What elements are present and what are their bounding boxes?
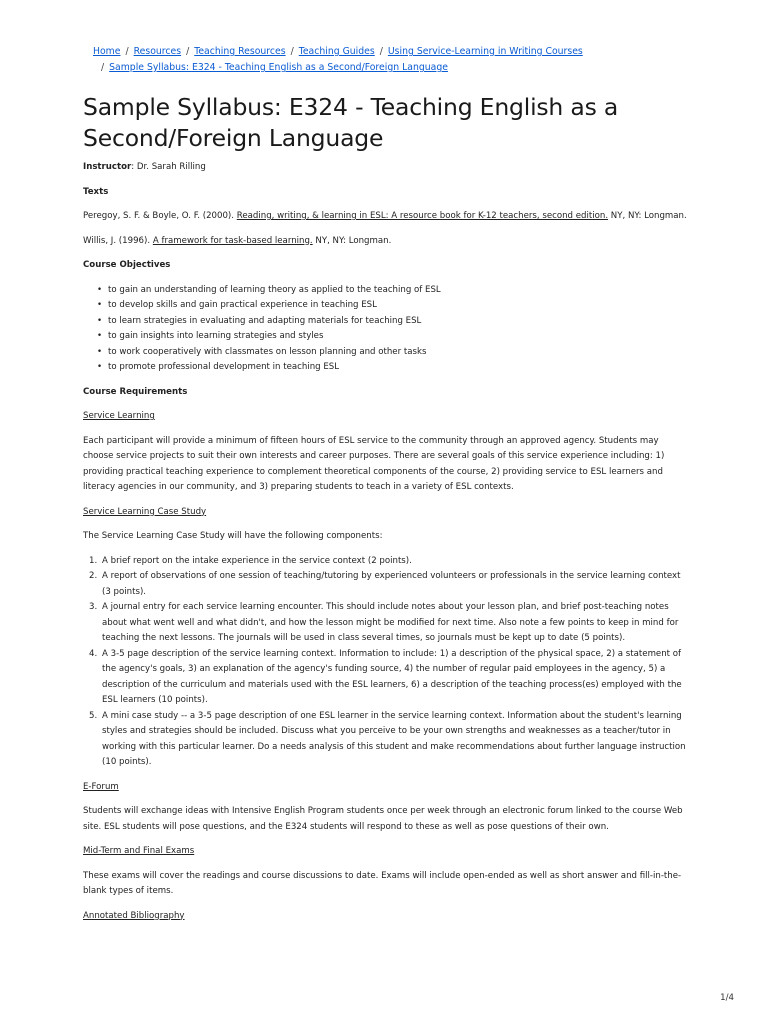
list-item: • to learn strategies in evaluating and adapting materials for teaching ESL	[97, 314, 689, 330]
bibliography-heading: Annotated Bibliography	[83, 910, 185, 921]
exams-heading: Mid-Term and Final Exams	[83, 846, 195, 856]
list-item-text: A brief report on the intake experience in the service context (2 points).	[102, 555, 412, 566]
breadcrumb-home-link[interactable]: Home	[93, 46, 121, 57]
text-reference-1	[83, 209, 689, 225]
reference-link-willis[interactable]: A framework for task-based learning.	[152, 235, 313, 246]
list-item: 5. A mini case study -- a 3-5 page description of one ESL learner in the service learning context. Information about the student's learning styles and strategies should be included. Discuss what you perceive to be your own strengths and weaknesses as a teacher/tutor in working with this particular learner. Do a needs analysis of this student and make recommendations about further language instruction (10 points).	[89, 710, 686, 767]
breadcrumb-separator: /	[125, 46, 129, 57]
reference-author: Willis, J. (1996).	[83, 235, 153, 246]
exams-body: These exams will cover the readings and course discussions to date. Exams will include open-ended as well as short answer and fill-in-the-blank types of items.	[83, 870, 682, 896]
list-item-text: A 3-5 page description of the service learning context. Information to include: 1) a description of the physical space, 2) a statement of the agency's goals, 3) an explanation of the agency's funding source, 4) the number of regular paid employees in the agency, 5) a description of the curriculum and materials used with the ESL learners, 6) a description of the teaching process(es) employed with the ESL learners (10 points).	[102, 648, 682, 705]
reference-author: Peregoy, S. F. & Boyle, O. F. (2000).	[83, 211, 237, 221]
case-study-heading: Service Learning Case Study	[83, 506, 207, 517]
list-item: • to gain an understanding of learning theory as applied to the teaching of ESL	[97, 283, 689, 299]
list-item: 1. A brief report on the intake experience in the service context (2 points).	[89, 555, 412, 566]
reference-link-peregoy[interactable]: Reading, writing, & learning in ESL: A resource book for K-12 teachers, second edition.	[236, 211, 609, 221]
list-item: • to develop skills and gain practical experience in teaching ESL	[97, 298, 689, 314]
breadcrumb-teaching-guides-link[interactable]: Teaching Guides	[298, 46, 375, 57]
list-item: 4. A 3-5 page description of the service learning context. Information to include: 1) a description of the physical space, 2) a statement of the agency's goals, 3) an explanation of the agency's funding source, 4) the number of regular paid employees in the agency, 5) a description of the curriculum and materials used with the ESL learners, 6) a description of the teaching process(es) employed with the ESL learners (10 points).	[89, 648, 682, 705]
list-item: • to work cooperatively with classmates on lesson planning and other tasks	[97, 345, 689, 361]
instructor-value: : Dr. Sarah Rilling	[131, 162, 206, 172]
instructor-line	[83, 160, 689, 176]
syllabus-content	[83, 160, 689, 933]
list-item-text: A journal entry for each service learning encounter. This should include notes about your lesson plan, and brief post-teaching notes about what went well and what didn't, and how the lesson might be modified for next time. Also note a few points to keep in mind for teaching the next lessons. The journals will be used in class several times, so journals must be kept up to date (5 points).	[102, 602, 679, 643]
objectives-heading: Course Objectives	[83, 260, 171, 270]
list-item: • to gain insights into learning strategies and styles	[97, 329, 689, 345]
list-item-text: A mini case study -- a 3-5 page description of one ESL learner in the service learning context. Information about the student's learning styles and strategies should be included. Discuss what you perceive to be your own strengths and weaknesses as a teacher/tutor in working with this particular learner. Do a needs analysis of this student and make recommendations about further language instruction (10 points).	[102, 710, 686, 767]
breadcrumb-separator: /	[379, 46, 383, 57]
service-learning-heading: Service Learning	[83, 411, 155, 421]
breadcrumb-separator: /	[186, 46, 190, 57]
list-item: 2. A report of observations of one session of teaching/tutoring by experienced volunteers or professionals in the service learning context (3 points).	[89, 571, 681, 597]
breadcrumb-teaching-resources-link[interactable]: Teaching Resources	[194, 46, 286, 57]
reference-publisher: NY, NY: Longman.	[312, 235, 392, 246]
eforum-heading: E-Forum	[83, 781, 119, 792]
page-title: Sample Syllabus: E324 - Teaching English as a Second/Foreign Language	[83, 93, 619, 152]
service-learning-body: Each participant will provide a minimum of fifteen hours of ESL service to the community through an approved agency. Students may choose service projects to suit their own interests and career purposes. There are several goals of this service experience including: 1) providing practical teaching experience to complement theoretical components of the course, 2) providing service to ESL learners and literacy agencies in our community, and 3) preparing students to teach in a variety of ESL contexts.	[83, 435, 665, 492]
breadcrumb	[93, 44, 693, 76]
breadcrumb-resources-link[interactable]: Resources	[133, 46, 182, 57]
breadcrumb-separator: /	[290, 46, 294, 57]
list-item: 3. A journal entry for each service learning encounter. This should include notes about your lesson plan, and brief post-teaching notes about what went well and what didn't, and how the lesson might be modified for next time. Also note a few points to keep in mind for teaching the next lessons. The journals will be used in class several times, so journals must be kept up to date (5 points).	[89, 602, 679, 643]
eforum-body: Students will exchange ideas with Intensive English Program students once per week through an electronic forum linked to the course Web site. ESL students will pose questions, and the E324 students will respond to these as well as pose questions of their own.	[83, 806, 683, 832]
list-item-text: A report of observations of one session of teaching/tutoring by experienced volunteers or professionals in the service learning context (3 points).	[102, 571, 681, 597]
case-study-intro: The Service Learning Case Study will have the following components:	[83, 531, 383, 541]
instructor-label: Instructor	[83, 162, 132, 172]
requirements-heading: Course Requirements	[83, 386, 188, 397]
breadcrumb-current-link[interactable]: Sample Syllabus: E324 - Teaching English as a Second/Foreign Language	[109, 62, 448, 73]
breadcrumb-service-learning-link[interactable]: Using Service-Learning in Writing Courses	[387, 46, 583, 57]
case-study-list	[89, 554, 689, 771]
reference-publisher: NY, NY: Longman.	[608, 211, 687, 221]
breadcrumb-separator: /	[101, 62, 105, 73]
text-reference-2	[83, 234, 689, 250]
texts-heading: Texts	[83, 186, 109, 197]
page-number: 1/4	[720, 993, 734, 1003]
objectives-list	[97, 283, 689, 376]
list-item: • to promote professional development in teaching ESL	[97, 360, 689, 376]
